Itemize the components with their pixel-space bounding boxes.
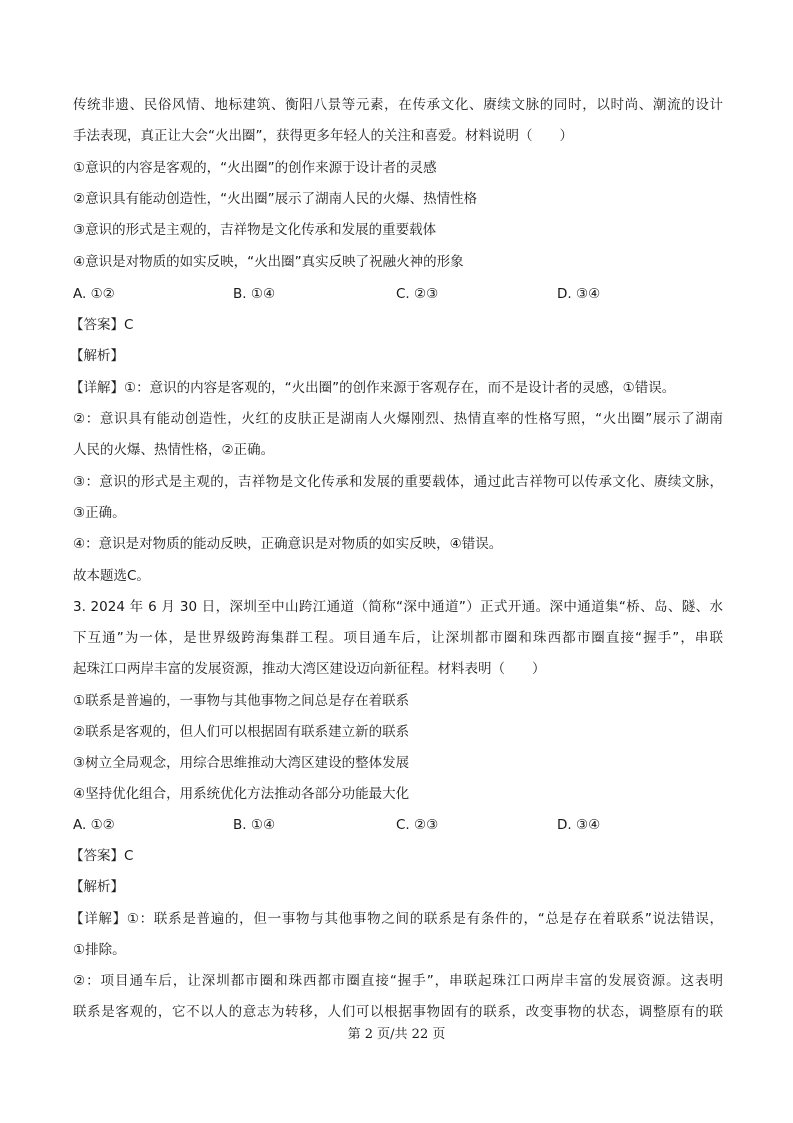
q2-detail-line3: 人民的火爆、热情性格，②正确。 (73, 442, 275, 458)
q2-item-2: ②意识具有能动创造性，“火出圈”展示了湖南人民的火爆、热情性格 (73, 191, 478, 207)
q2-detail-line1: 【详解】①：意识的内容是客观的，“火出圈”的创作来源于客观存在，而不是设计者的灵感，①错误。 (70, 380, 676, 396)
q3-answer: 【答案】C (70, 848, 134, 864)
q3-stem-line3: 起珠江口两岸丰富的发展资源，推动大湾区建设迈向新征程。材料表明（ ） (73, 661, 546, 677)
q3-stem-line1: 3. 2024 年 6 月 30 日，深圳至中山跨江通道（简称“深中通道”）正式开通。深中通道集“桥、岛、隧、水 (73, 599, 723, 615)
q2-option-d: D. ③④ (557, 286, 601, 302)
page-number-footer: 第 2 页/共 22 页 (347, 1027, 446, 1042)
q2-detail-line5: ③正确。 (73, 505, 126, 521)
q2-analysis-label: 【解析】 (70, 348, 124, 364)
q3-item-2: ②联系是客观的，但人们可以根据固有联系建立新的联系 (73, 724, 410, 740)
q2-item-1: ①意识的内容是客观的，“火出圈”的创作来源于设计者的灵感 (73, 160, 437, 176)
q3-detail-line1: 【详解】①：联系是普遍的，但一事物与其他事物之间的联系是有条件的，“总是存在着联系”说法错误， (70, 911, 723, 927)
q3-stem-line2: 下互通”为一体，是世界级跨海集群工程。项目通车后，让深圳都市圈和珠西都市圈直接“握手”，串联 (73, 630, 723, 646)
q2-answer: 【答案】C (70, 317, 134, 333)
q2-conclusion: 故本题选C。 (73, 568, 150, 584)
q3-item-1: ①联系是普遍的，一事物与其他事物之间总是存在着联系 (73, 693, 410, 709)
q3-item-4: ④坚持优化组合，用系统优化方法推动各部分功能最大化 (73, 786, 410, 802)
q2-detail-line6: ④：意识是对物质的能动反映，正确意识是对物质的如实反映，④错误。 (73, 536, 503, 552)
q2-detail-line2: ②：意识具有能动创造性，火红的皮肤正是湖南人火爆刚烈、热情直率的性格写照，“火出圈”展示了湖南 (73, 411, 723, 427)
q2-option-a: A. ①② (73, 286, 115, 302)
q3-option-a: A. ①② (73, 817, 115, 833)
q2-item-4: ④意识是对物质的如实反映，“火出圈”真实反映了祝融火神的形象 (73, 254, 464, 270)
q3-item-3: ③树立全局观念，用综合思维推动大湾区建设的整体发展 (73, 755, 410, 771)
q2-stem-line2: 手法表现，真正让大会“火出圈”，获得更多年轻人的关注和喜爱。材料说明（ ） (73, 128, 573, 144)
q3-option-b: B. ①④ (233, 817, 276, 833)
q3-option-d: D. ③④ (557, 817, 601, 833)
q2-stem-line1: 传统非遗、民俗风情、地标建筑、衡阳八景等元素，在传承文化、赓续文脉的同时，以时尚、潮流的设计 (73, 97, 723, 113)
q2-detail-line4: ③：意识的形式是主观的，吉祥物是文化传承和发展的重要载体，通过此吉祥物可以传承文化、赓续文脉， (73, 474, 723, 490)
q2-option-c: C. ②③ (396, 286, 439, 302)
q3-analysis-label: 【解析】 (70, 879, 124, 895)
q2-item-3: ③意识的形式是主观的，吉祥物是文化传承和发展的重要载体 (73, 222, 437, 238)
q3-detail-line3: ②：项目通车后，让深圳都市圈和珠西都市圈直接“握手”，串联起珠江口两岸丰富的发展资源。这表明 (73, 973, 723, 989)
q2-option-b: B. ①④ (233, 286, 276, 302)
q3-detail-line4: 联系是客观的，它不以人的意志为转移，人们可以根据事物固有的联系，改变事物的状态，调整原有的联 (73, 1004, 723, 1020)
q3-detail-line2: ①排除。 (73, 942, 126, 958)
q3-option-c: C. ②③ (396, 817, 439, 833)
